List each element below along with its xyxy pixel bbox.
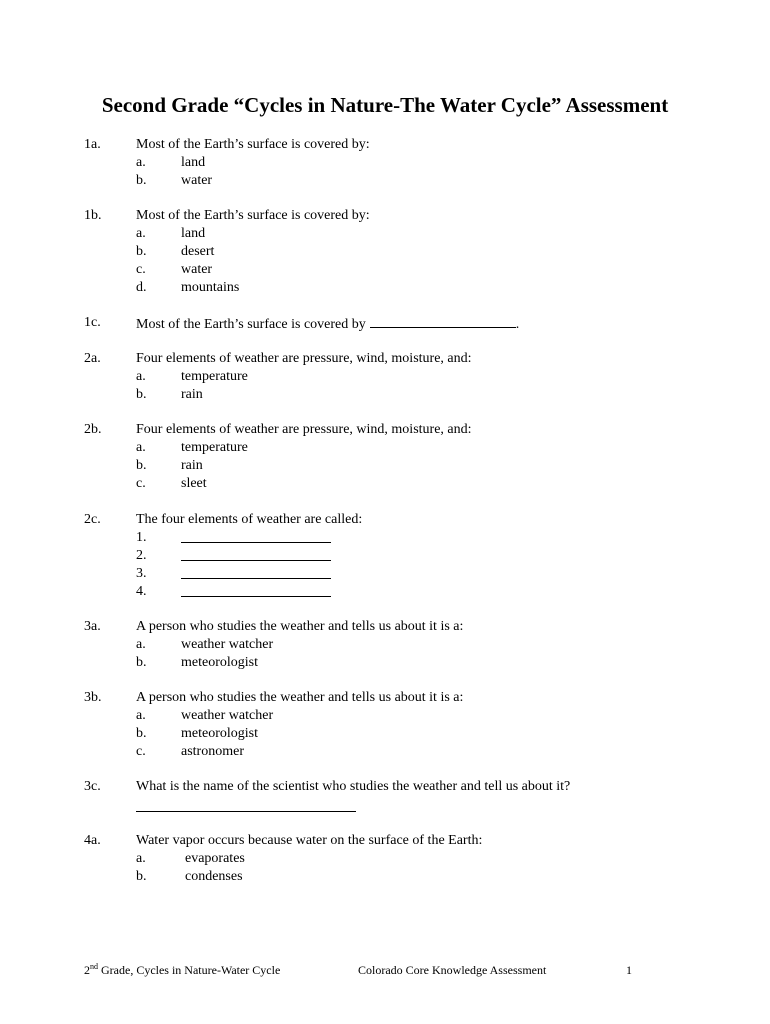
blank-item [84, 583, 724, 601]
answer-option [84, 707, 724, 725]
option-text: condenses [185, 869, 243, 884]
option-letter: b. [136, 387, 147, 402]
option-letter: a. [136, 851, 146, 866]
option-text: weather watcher [181, 708, 274, 723]
question-text: Most of the Earth’s surface is covered by [136, 317, 366, 332]
answer-option [84, 850, 724, 868]
question-1a [84, 136, 724, 190]
question-3a [84, 618, 724, 672]
question-text: Four elements of weather are pressure, wind, moisture, and: [136, 422, 472, 437]
option-text: desert [181, 244, 215, 259]
option-letter: a. [136, 226, 146, 241]
option-text: weather watcher [181, 637, 274, 652]
option-letter: c. [136, 744, 146, 759]
answer-option [84, 439, 724, 457]
answer-option [84, 225, 724, 243]
fill-in-blank[interactable] [181, 565, 331, 579]
question-number: 3a. [84, 619, 101, 634]
answer-option [84, 154, 724, 172]
option-text: astronomer [181, 744, 244, 759]
option-text: mountains [181, 280, 240, 295]
option-letter: b. [136, 655, 147, 670]
option-letter: b. [136, 244, 147, 259]
answer-option [84, 636, 724, 654]
question-text: The four elements of weather are called: [136, 512, 363, 527]
answer-option [84, 243, 724, 261]
question-2c [84, 511, 724, 601]
blank-number: 1. [136, 530, 147, 545]
answer-option [84, 743, 724, 761]
option-text: land [181, 155, 206, 170]
footer-grade-suffix: nd [90, 962, 98, 971]
page-number: 1 [626, 963, 632, 977]
option-letter: c. [136, 262, 146, 277]
option-letter: d. [136, 280, 147, 295]
question-1b [84, 207, 724, 297]
option-text: meteorologist [181, 726, 258, 741]
option-letter: b. [136, 458, 147, 473]
answer-option [84, 368, 724, 386]
answer-option [84, 172, 724, 190]
option-text: land [181, 226, 206, 241]
option-text: water [181, 173, 213, 188]
option-letter: a. [136, 155, 146, 170]
answer-option [84, 261, 724, 279]
question-number: 4a. [84, 833, 101, 848]
question-text: Most of the Earth’s surface is covered by: [136, 208, 370, 223]
fill-in-blank[interactable] [181, 529, 331, 543]
fill-in-blank[interactable] [181, 583, 331, 597]
question-1c [84, 314, 724, 332]
question-2a [84, 350, 724, 404]
fill-in-blank[interactable] [181, 547, 331, 561]
answer-option [84, 386, 724, 404]
question-number: 2c. [84, 512, 101, 527]
footer-assessment-name: Colorado Core Knowledge Assessment [358, 963, 547, 977]
question-number: 3b. [84, 690, 102, 705]
blank-item [84, 529, 724, 547]
footer-grade-number: 2 [84, 963, 90, 977]
question-number: 3c. [84, 779, 101, 794]
question-number: 1a. [84, 137, 101, 152]
question-text: A person who studies the weather and tells us about it is a: [136, 690, 464, 705]
question-text: A person who studies the weather and tells us about it is a: [136, 619, 464, 634]
option-letter: a. [136, 637, 146, 652]
option-text: evaporates [185, 851, 245, 866]
question-text: Most of the Earth’s surface is covered by: [136, 137, 370, 152]
question-number: 1b. [84, 208, 102, 223]
answer-option [84, 868, 724, 886]
footer-course-text: Grade, Cycles in Nature-Water Cycle [98, 963, 281, 977]
answer-option [84, 279, 724, 297]
option-letter: c. [136, 476, 146, 491]
question-suffix: . [515, 317, 520, 332]
option-text: sleet [181, 476, 207, 491]
option-letter: b. [136, 173, 147, 188]
question-3c [84, 778, 724, 818]
question-2b [84, 421, 724, 493]
blank-number: 2. [136, 548, 147, 563]
option-text: rain [181, 458, 203, 473]
blank-number: 4. [136, 584, 147, 599]
option-text: temperature [181, 440, 248, 455]
question-number: 2b. [84, 422, 102, 437]
question-text: Water vapor occurs because water on the surface of the Earth: [136, 833, 483, 848]
question-3b [84, 689, 724, 761]
answer-option [84, 654, 724, 672]
option-letter: b. [136, 869, 147, 884]
question-number: 1c. [84, 315, 101, 330]
option-letter: b. [136, 726, 147, 741]
option-text: rain [181, 387, 203, 402]
option-letter: a. [136, 440, 146, 455]
question-number: 2a. [84, 351, 101, 366]
answer-option [84, 725, 724, 743]
blank-item [84, 565, 724, 583]
option-letter: a. [136, 708, 146, 723]
option-letter: a. [136, 369, 146, 384]
question-text: What is the name of the scientist who studies the weather and tell us about it? [136, 779, 571, 794]
fill-in-blank[interactable] [370, 314, 516, 328]
answer-blank[interactable] [136, 796, 356, 812]
option-text: meteorologist [181, 655, 258, 670]
option-text: temperature [181, 369, 248, 384]
question-text: Four elements of weather are pressure, wind, moisture, and: [136, 351, 472, 366]
blank-item [84, 547, 724, 565]
question-4a [84, 832, 724, 886]
page-title: Second Grade “Cycles in Nature-The Water Cycle” Assessment [101, 93, 669, 117]
answer-option [84, 475, 724, 493]
footer-course [84, 962, 280, 978]
blank-number: 3. [136, 566, 147, 581]
option-text: water [181, 262, 213, 277]
answer-option [84, 457, 724, 475]
